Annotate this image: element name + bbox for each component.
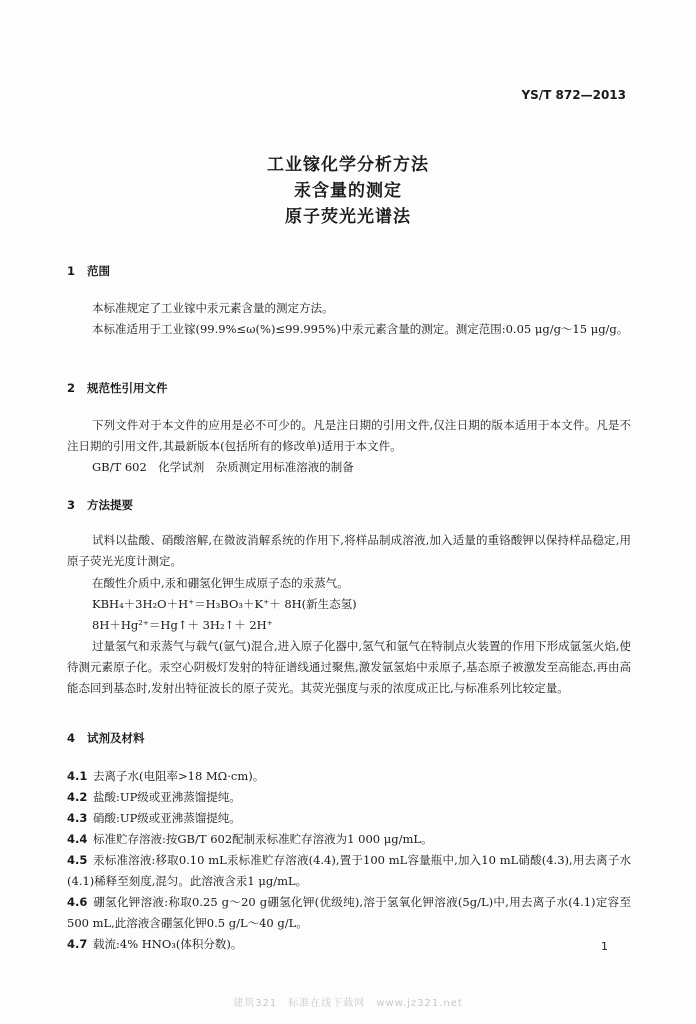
section-1-paragraph-2: 本标准适用于工业镓(99.9%≤ω(%)≤99.995%)中汞元素含量的测定。测定范围:0.05 μg/g～15 μg/g。	[92, 322, 629, 336]
list-item	[67, 808, 631, 829]
item-number: 4.3	[67, 811, 88, 825]
section-2-number: 2	[67, 381, 76, 395]
section-2-heading	[67, 380, 168, 396]
section-2-paragraph-1: 下列文件对于本文件的应用是必不可少的。凡是注日期的引用文件,仅注日期的版本适用于本文件。凡是不注日期的引用文件,其最新版本(包括所有的修改单)适用于本文件。	[67, 418, 631, 453]
title-line-2: 汞含量的测定	[294, 181, 402, 201]
section-1-number: 1	[67, 264, 76, 278]
item-number: 4.7	[67, 937, 88, 951]
section-2-title: 规范性引用文件	[87, 381, 168, 395]
list-item	[67, 766, 631, 787]
section-2-reference: GB/T 602 化学试剂 杂质测定用标准溶液的制备	[92, 460, 354, 474]
section-3-number: 3	[67, 498, 76, 512]
list-item	[67, 829, 631, 850]
item-text: 汞标准溶液:移取0.10 mL汞标准贮存溶液(4.4),置于100 mL容量瓶中,加入10 mL硝酸(4.3),用去离子水(4.1)稀释至刻度,混匀。此溶液含汞1 μg/mL。	[67, 853, 631, 888]
item-text: 去离子水(电阻率>18 MΩ·cm)。	[93, 769, 265, 783]
section-4-title: 试剂及材料	[87, 731, 145, 745]
item-number: 4.1	[67, 769, 88, 783]
list-item	[67, 787, 631, 808]
item-text: 盐酸:UP级或亚沸蒸馏提纯。	[93, 790, 241, 804]
item-number: 4.6	[67, 895, 88, 909]
item-number: 4.5	[67, 853, 88, 867]
section-3-paragraph-3: 过量氢气和汞蒸气与载气(氩气)混合,进入原子化器中,氢气和氩气在特制点火装置的作用下形成氩氢火焰,使待测元素原子化。汞空心阴极灯发射的特征谱线通过聚焦,激发氩氢焰中汞原子,基态原子被激发至高能态,再由高能态回到基态时,发射出特征波长的原子荧光。其荧光强度与汞的浓度成正比,与标准系列比较定量。	[67, 639, 631, 695]
watermark-text: 建筑321 标准在线下载网 www.jz321.net	[233, 998, 463, 1009]
item-number: 4.2	[67, 790, 88, 804]
item-text: 载流:4% HNO₃(体积分数)。	[93, 937, 243, 951]
equation-2: 8H＋Hg²⁺＝Hg↑＋ 3H₂↑＋ 2H⁺	[92, 618, 273, 632]
section-1-heading	[67, 263, 110, 279]
title-line-3: 原子荧光光谱法	[285, 207, 411, 227]
page-number: 1	[601, 940, 608, 953]
section-3-title: 方法提要	[87, 498, 133, 512]
item-text: 标准贮存溶液:按GB/T 602配制汞标准贮存溶液为1 000 μg/mL。	[93, 832, 433, 846]
list-item	[67, 934, 631, 955]
section-4-heading	[67, 730, 145, 746]
list-item	[67, 850, 631, 892]
section-1-title: 范围	[87, 264, 110, 278]
list-item	[67, 892, 631, 934]
section-3-paragraph-2: 在酸性介质中,汞和硼氢化钾生成原子态的汞蒸气。	[92, 576, 349, 590]
section-3-paragraph-1: 试料以盐酸、硝酸溶解,在微波消解系统的作用下,将样品制成溶液,加入适量的重铬酸钾以保持样品稳定,用原子荧光光度计测定。	[67, 533, 631, 568]
standard-code: YS/T 872—2013	[521, 88, 626, 102]
section-4-number: 4	[67, 731, 76, 745]
item-number: 4.4	[67, 832, 88, 846]
equation-1: KBH₄＋3H₂O＋H⁺＝H₃BO₃＋K⁺＋ 8H(新生态氢)	[92, 597, 357, 611]
section-1-paragraph-1: 本标准规定了工业镓中汞元素含量的测定方法。	[92, 301, 334, 315]
item-text: 硼氢化钾溶液:称取0.25 g～20 g硼氢化钾(优级纯),溶于氢氧化钾溶液(5g/L)中,用去离子水(4.1)定容至500 mL,此溶液含硼氢化钾0.5 g/L～40 g/L。	[67, 895, 631, 930]
item-text: 硝酸:UP级或亚沸蒸馏提纯。	[93, 811, 241, 825]
section-3-heading	[67, 497, 133, 513]
title-line-1: 工业镓化学分析方法	[267, 155, 429, 175]
